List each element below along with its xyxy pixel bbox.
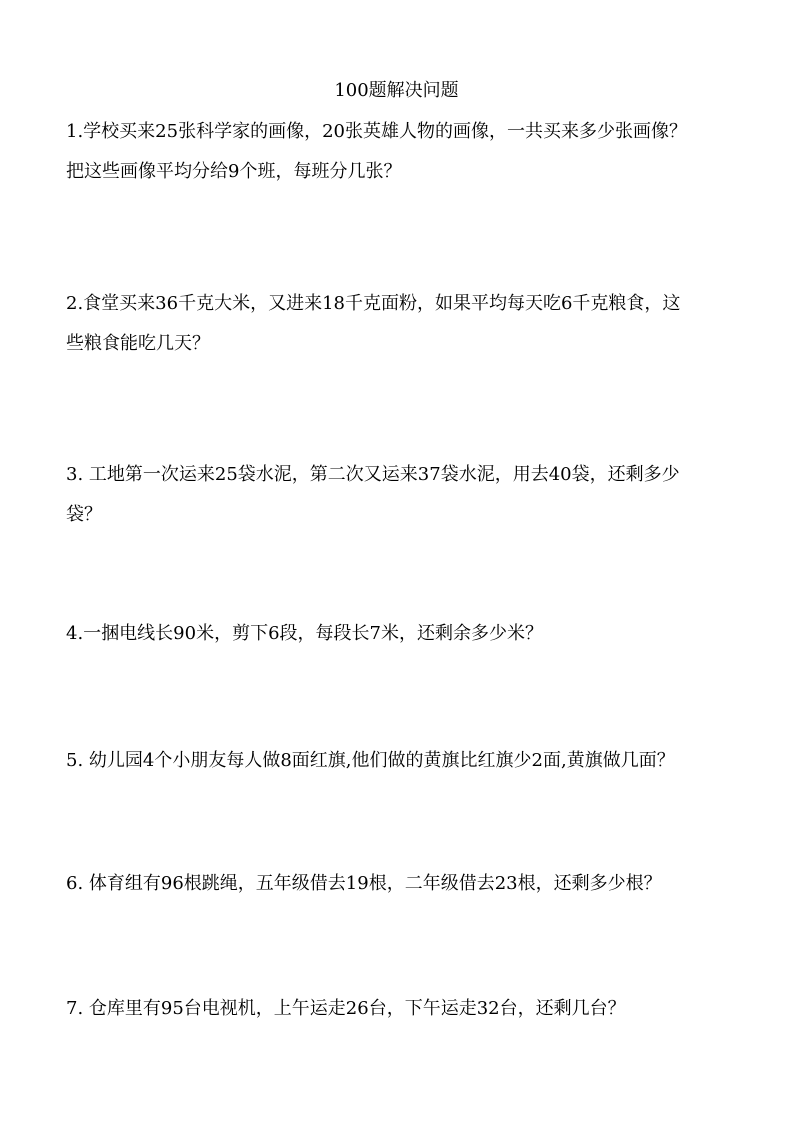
problem-6-line-1: 6. 体育组有96根跳绳，五年级借去19根，二年级借去23根，还剩多少根？ [66,873,662,894]
page-title: 100题解决问题 [334,80,459,101]
problem-1-line-1: 1.学校买来25张科学家的画像，20张英雄人物的画像，一共买来多少张画像？ [66,121,687,142]
problem-3-line-1: 3. 工地第一次运来25袋水泥，第二次又运来37袋水泥，用去40袋，还剩多少 [66,464,680,485]
problem-2 [66,284,734,364]
problem-5 [66,741,734,781]
problem-4-line-1: 4.一捆电线长90米，剪下6段，每段长7米，还剩余多少米？ [66,623,543,644]
problem-3-line-2: 袋？ [66,504,102,525]
problem-7 [66,989,734,1029]
problem-1 [66,112,734,192]
problem-4 [66,614,734,654]
problem-6 [66,864,734,904]
problem-2-line-2: 些粮食能吃几天？ [66,333,210,354]
problem-2-line-1: 2.食堂买来36千克大米，又进来18千克面粉，如果平均每天吃6千克粮食，这 [66,293,681,314]
problem-7-line-1: 7. 仓库里有95台电视机，上午运走26台，下午运走32台，还剩几台？ [66,998,626,1019]
problem-3 [66,455,734,535]
problem-5-line-1: 5. 幼儿园4个小朋友每人做8面红旗,他们做的黄旗比红旗少2面,黄旗做几面？ [66,750,675,771]
problem-1-line-2: 把这些画像平均分给9个班，每班分几张？ [66,161,402,182]
